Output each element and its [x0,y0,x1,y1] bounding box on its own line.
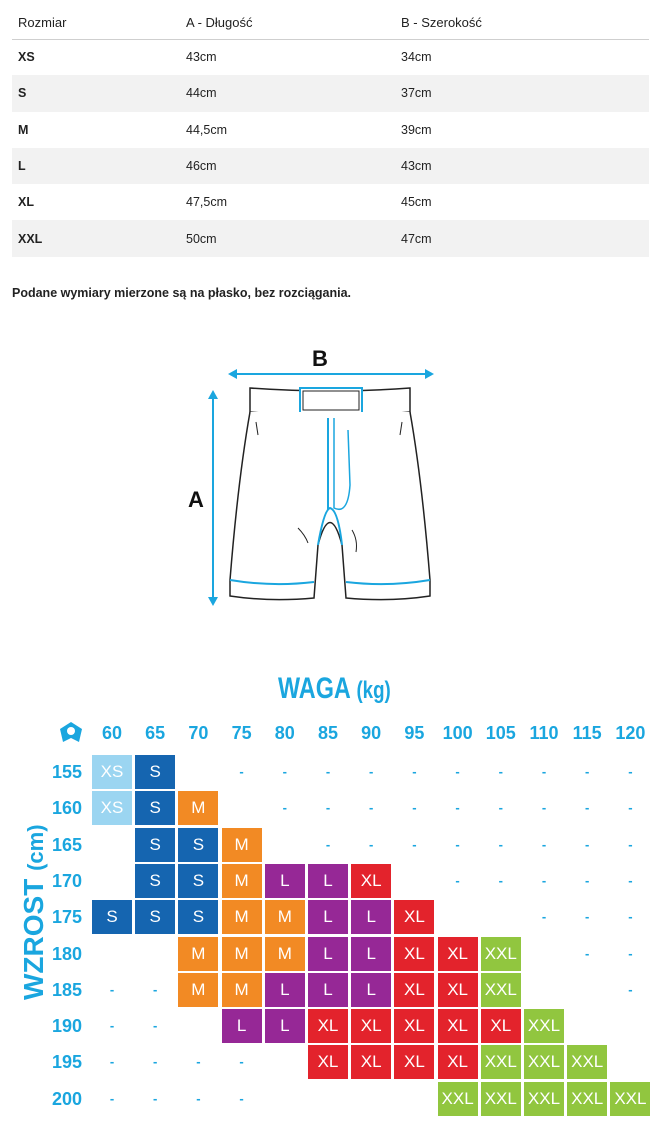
empty-cell: - [239,764,244,779]
size-cell: XXL [481,973,521,1007]
size-cell: XL [394,937,434,971]
weight-label: 70 [188,723,209,743]
empty-cell: - [628,872,633,888]
weight-label: 65 [145,723,166,743]
size-cell: XL [394,973,434,1007]
empty-cell: - [109,1018,115,1034]
empty-cell: - [541,836,547,852]
empty-cell: - [585,764,590,779]
size-cell: XXL [481,1045,521,1079]
size-cell: XXL [567,1082,607,1116]
weight-label: 100 [442,723,473,743]
size-cell: XL [394,1045,434,1079]
size-cell: XL [351,1009,391,1043]
size-cell: XL [394,1009,434,1043]
table-row [12,184,649,220]
weight-label: 115 [572,723,602,743]
label-b: B [312,346,328,371]
size-cell: L [351,973,391,1007]
weight-label: 95 [404,723,425,743]
size-cell: XXL [481,937,521,971]
empty-cell: - [109,1054,115,1070]
height-label: 185 [51,979,83,1000]
empty-cell: - [153,1054,158,1070]
size-cell: XXL [524,1009,564,1043]
label-a: A [188,487,204,512]
empty-cell: - [628,764,633,779]
table-row [12,148,649,184]
row-size: XS [18,50,35,65]
empty-cell: - [628,909,633,925]
empty-cell: - [498,872,503,888]
size-cell: L [265,973,305,1007]
empty-cell: - [412,800,417,816]
size-cell: XL [351,1045,391,1079]
empty-cell: - [325,800,331,816]
height-label: 200 [51,1088,83,1109]
empty-cell: - [282,800,287,816]
weight-label: 80 [274,723,295,743]
shorts-diagram [180,340,450,620]
row-width: 47cm [395,220,649,256]
row-length: 50cm [180,220,395,256]
size-cell: XS [92,755,132,789]
empty-cell: - [455,872,460,888]
table-row [12,220,649,256]
height-label: 160 [51,798,83,819]
empty-cell: - [282,764,287,779]
empty-cell: - [628,981,633,997]
size-cell: L [265,1009,305,1043]
empty-cell: - [153,1090,158,1106]
size-cell: L [351,900,391,934]
size-cell: S [178,900,218,934]
measurement-note: Podane wymiary mierzone są na płasko, bez rozciągania. [12,286,352,300]
size-cell: L [222,1009,262,1043]
empty-cell: - [153,981,158,997]
table-row [12,39,649,75]
empty-cell: - [628,836,633,852]
size-cell: XXL [524,1045,564,1079]
size-cell: S [135,900,175,934]
row-width: 43cm [395,148,649,184]
size-cell: XL [438,1045,478,1079]
size-cell: M [178,937,218,971]
empty-cell: - [412,836,417,852]
empty-cell: - [628,945,633,961]
size-cell: S [135,828,175,862]
row-width: 45cm [401,195,432,210]
empty-cell: - [585,945,590,961]
size-cell: XXL [438,1082,478,1116]
size-cell: XL [394,900,434,934]
empty-cell: - [412,764,417,779]
empty-cell: - [455,764,460,779]
table-header-row [12,6,649,39]
row-size: XL [18,195,34,210]
size-cell: XL [438,1009,478,1043]
empty-cell: - [369,764,374,779]
row-length: 47,5cm [186,195,227,210]
empty-cell: - [585,909,590,925]
empty-cell: - [498,800,503,816]
height-label: 170 [51,870,83,891]
size-cell: L [308,937,348,971]
height-label: 190 [51,1016,83,1037]
empty-cell: - [498,764,503,779]
size-cell: S [178,864,218,898]
row-width: 34cm [401,50,432,65]
header-width: B - Szerokość [395,6,649,39]
size-cell: M [265,900,305,934]
row-width: 37cm [395,75,649,111]
size-cell: M [222,973,262,1007]
empty-cell: - [455,836,460,852]
size-cell: L [308,864,348,898]
size-table [12,6,649,257]
weight-label: 90 [361,723,382,743]
size-cell: M [178,791,218,825]
row-size: S [12,75,180,111]
size-cell: XXL [610,1082,650,1116]
size-cell: S [92,900,132,934]
size-cell: XL [438,973,478,1007]
empty-cell: - [369,800,374,816]
row-length: 43cm [186,50,217,65]
header-length: A - Długość [180,6,395,39]
height-label: 195 [51,1052,83,1073]
row-size: XXL [12,220,180,256]
size-cell: XL [438,937,478,971]
empty-cell: - [541,764,547,779]
empty-cell: - [239,1054,244,1070]
size-cell: M [222,864,262,898]
size-cell: M [222,900,262,934]
header-size: Rozmiar [12,6,180,39]
chart-ylabel-text: WZROST [18,878,49,1000]
table-row [12,75,649,111]
size-cell: XL [308,1045,348,1079]
table-row [12,112,649,148]
weight-label: 75 [231,723,252,743]
empty-cell: - [196,1090,201,1106]
size-cell: XS [92,791,132,825]
size-cell: S [178,828,218,862]
weight-label: 120 [615,723,646,743]
row-size: L [12,148,180,184]
size-cell: M [222,937,262,971]
empty-cell: - [585,836,590,852]
chart-title-unit: (kg) [356,677,391,704]
row-width: 39cm [401,122,432,137]
empty-cell: - [585,872,590,888]
row-length: 44,5cm [186,122,227,137]
size-cell: S [135,864,175,898]
size-cell: L [351,937,391,971]
empty-cell: - [109,1090,115,1106]
chart-title-text: WAGA [278,672,350,705]
empty-cell: - [369,836,374,852]
empty-cell: - [325,836,331,852]
height-label: 180 [51,943,83,964]
empty-cell: - [153,1018,158,1034]
size-cell: XL [481,1009,521,1043]
empty-cell: - [196,1054,201,1070]
empty-cell: - [628,800,633,816]
brand-logo-icon [58,720,84,746]
size-cell: M [178,973,218,1007]
empty-cell: - [109,981,115,997]
empty-cell: - [239,1090,244,1106]
empty-cell: - [498,836,503,852]
empty-cell: - [541,800,547,816]
height-label: 155 [51,762,83,782]
row-size: M [18,122,29,137]
empty-cell: - [325,764,331,779]
size-cell: XXL [481,1082,521,1116]
size-cell: L [308,900,348,934]
size-cell: M [222,828,262,862]
empty-cell: - [455,800,460,816]
chart-ylabel-unit: (cm) [23,824,48,871]
weight-label: 60 [101,723,123,743]
height-label: 175 [51,907,83,928]
size-cell: M [265,937,305,971]
empty-cell: - [541,909,547,925]
empty-cell: - [585,800,590,816]
size-cell: S [135,791,175,825]
size-cell: L [308,973,348,1007]
size-cell: XL [351,864,391,898]
weight-label: 105 [485,723,516,743]
size-cell: XXL [567,1045,607,1079]
empty-cell: - [541,872,547,888]
chart-title [278,672,391,706]
row-length: 44cm [180,75,395,111]
row-length: 46cm [180,148,395,184]
size-cell: XL [308,1009,348,1043]
height-label: 165 [51,834,83,855]
size-cell: S [135,755,175,789]
weight-label: 110 [529,723,559,743]
size-cell: L [265,864,305,898]
size-cell: XXL [524,1082,564,1116]
weight-label: 85 [317,723,339,743]
